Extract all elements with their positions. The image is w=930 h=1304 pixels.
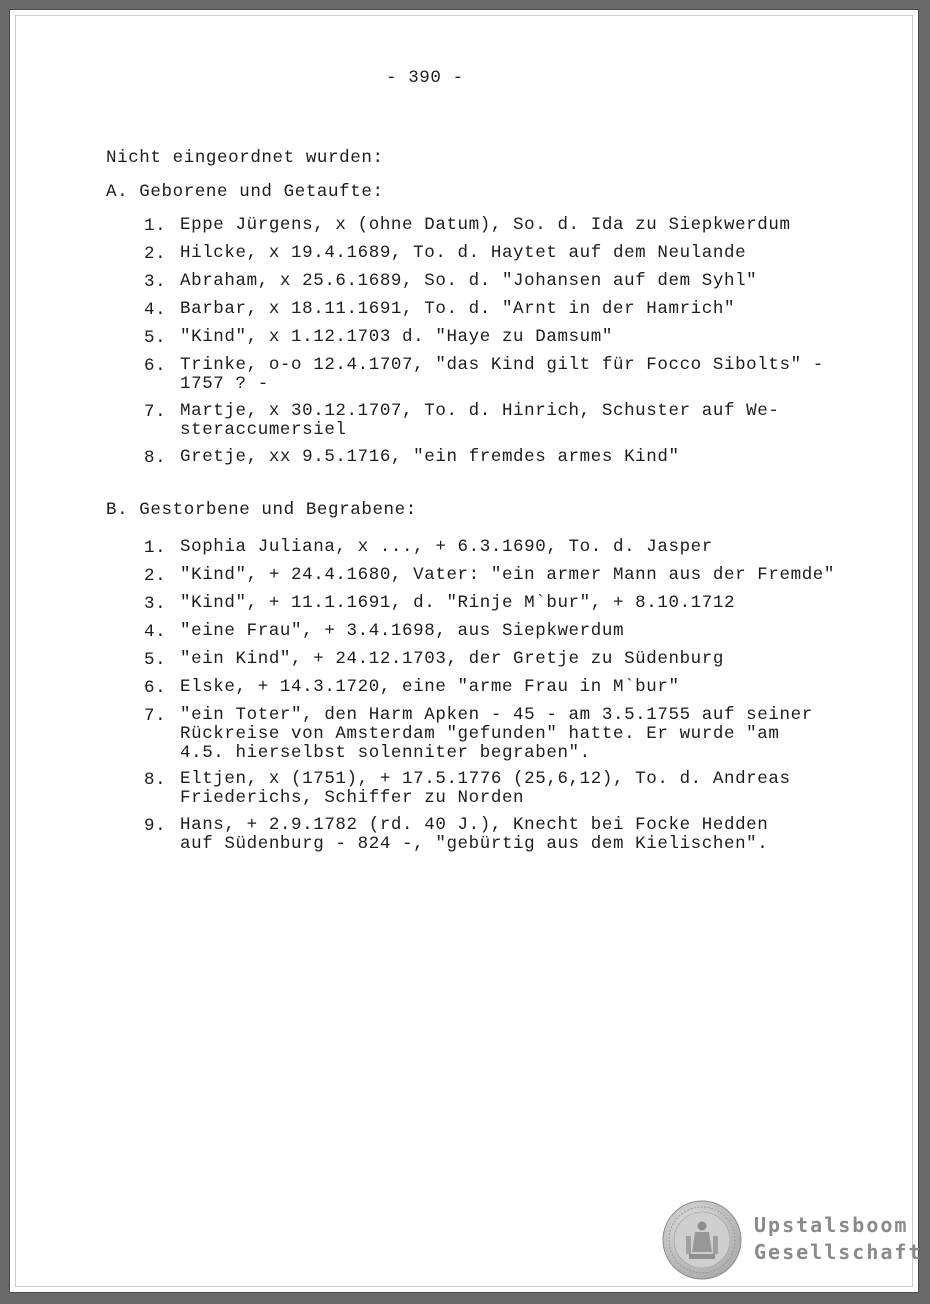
list-item: 2. Hilcke, x 19.4.1689, To. d. Haytet auf dem Neulande <box>144 243 747 264</box>
list-item: 8. Gretje, xx 9.5.1716, "ein fremdes armes Kind" <box>144 447 680 468</box>
list-item: 3. Abraham, x 25.6.1689, So. d. "Johansen auf dem Syhl" <box>144 271 758 292</box>
list-item: 4. Barbar, x 18.11.1691, To. d. "Arnt in der Hamrich" <box>144 299 736 320</box>
list-item: 4. "eine Frau", + 3.4.1698, aus Siepkwerdum <box>144 621 625 642</box>
section-b-heading: B. Gestorbene und Begrabene: <box>106 500 417 520</box>
page-number: - 390 - <box>386 68 464 88</box>
list-item: 7. Martje, x 30.12.1707, To. d. Hinrich, Schuster auf We- steraccumersiel <box>144 401 780 440</box>
list-item: 1. Sophia Juliana, x ..., + 6.3.1690, To. d. Jasper <box>144 537 713 558</box>
intro-line: Nicht eingeordnet wurden: <box>106 148 384 168</box>
list-item: 1. Eppe Jürgens, x (ohne Datum), So. d. Ida zu Siepkwerdum <box>144 215 791 236</box>
list-item: 5. "Kind", x 1.12.1703 d. "Haye zu Damsum" <box>144 327 613 348</box>
list-item: 3. "Kind", + 11.1.1691, d. "Rinje M`bur", + 8.10.1712 <box>144 593 736 614</box>
list-item: 8. Eltjen, x (1751), + 17.5.1776 (25,6,12), To. d. Andreas Friederichs, Schiffer zu Norden <box>144 769 791 808</box>
section-a-heading: A. Geborene und Getaufte: <box>106 182 384 202</box>
list-item: 2. "Kind", + 24.4.1680, Vater: "ein armer Mann aus der Fremde" <box>144 565 836 586</box>
list-item: 6. Trinke, o-o 12.4.1707, "das Kind gilt für Focco Sibolts" - 1757 ? - <box>144 355 824 394</box>
list-item: 9. Hans, + 2.9.1782 (rd. 40 J.), Knecht bei Focke Hedden auf Südenburg - 824 -, "gebürtig aus dem Kielischen". <box>144 815 769 854</box>
list-item: 5. "ein Kind", + 24.12.1703, der Gretje zu Südenburg <box>144 649 724 670</box>
list-item: 6. Elske, + 14.3.1720, eine "arme Frau in M`bur" <box>144 677 680 698</box>
document-frame <box>10 10 923 1292</box>
document-page <box>15 15 923 1287</box>
seal-icon <box>662 1200 742 1280</box>
list-item: 7. "ein Toter", den Harm Apken - 45 - am 3.5.1755 auf seiner Rückreise von Amsterdam "gefunden" hatte. Er wurde "am 4.5. hierselbst solenniter begraben". <box>144 705 813 763</box>
society-wordmark: Upstalsboom Gesellschaft <box>754 1213 923 1264</box>
